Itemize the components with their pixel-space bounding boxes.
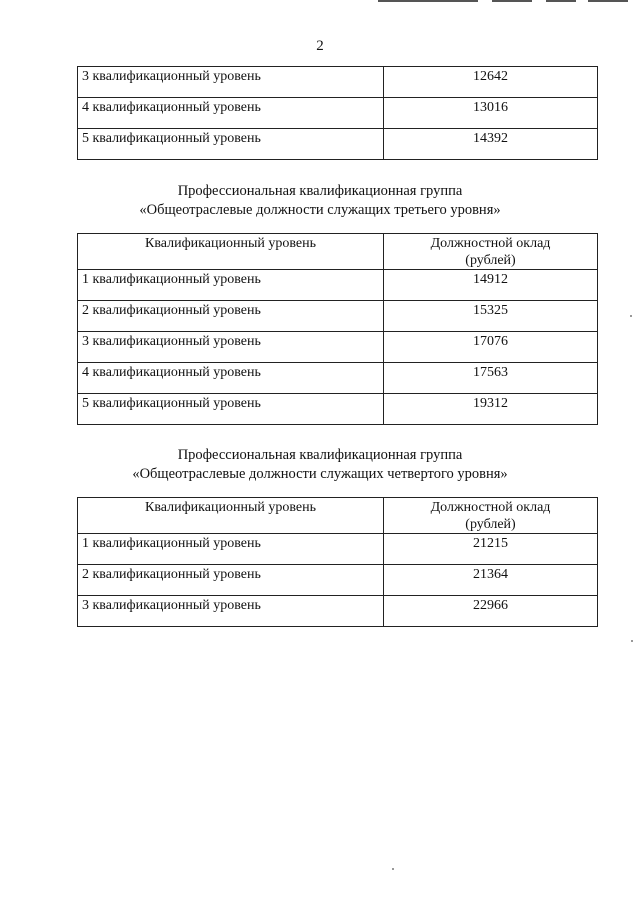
level-cell: 5 квалификационный уровень [78,394,384,425]
table-row [78,394,598,425]
salary-table-third-level [77,233,598,425]
level-cell: 1 квалификационный уровень [78,534,384,565]
level-cell: 4 квалификационный уровень [78,98,384,129]
table-row [78,565,598,596]
table-row [78,129,598,160]
scan-dot [631,640,633,642]
column-header-level: Квалификационный уровень [78,498,384,534]
salary-cell: 17076 [384,332,598,363]
salary-cell: 13016 [384,98,598,129]
salary-cell: 14912 [384,270,598,301]
table-header-row [78,498,598,534]
level-cell: 2 квалификационный уровень [78,565,384,596]
table-header-row [78,234,598,270]
salary-cell: 17563 [384,363,598,394]
table-row [78,301,598,332]
salary-cell: 19312 [384,394,598,425]
level-cell: 1 квалификационный уровень [78,270,384,301]
salary-cell: 15325 [384,301,598,332]
column-header-level: Квалификационный уровень [78,234,384,270]
salary-cell: 22966 [384,596,598,627]
scan-mark [588,0,628,2]
table-row [78,270,598,301]
salary-cell: 12642 [384,67,598,98]
table-row [78,363,598,394]
column-header-salary-line: Должностной оклад [430,500,551,515]
level-cell: 3 квалификационный уровень [78,332,384,363]
page-number: 2 [316,38,324,54]
scan-mark [546,0,576,2]
column-header-salary-unit: (рублей) [465,253,516,268]
level-cell: 2 квалификационный уровень [78,301,384,332]
table-row [78,534,598,565]
salary-cell: 21215 [384,534,598,565]
level-cell: 3 квалификационный уровень [78,596,384,627]
salary-table-fourth-level [77,497,598,627]
table-row [78,67,598,98]
group-title-line: Профессиональная квалификационная группа [177,447,463,463]
level-cell: 5 квалификационный уровень [78,129,384,160]
scan-dot [630,315,632,317]
level-cell: 3 квалификационный уровень [78,67,384,98]
column-header-salary-line: Должностной оклад [430,236,551,251]
group-title-line: «Общеотраслевые должности служащих третьего уровня» [139,202,501,218]
scan-dot [392,868,394,870]
scan-mark [378,0,478,2]
salary-table-continued [77,66,598,160]
group-title-line: Профессиональная квалификационная группа [177,183,463,199]
group-title-line: «Общеотраслевые должности служащих четвертого уровня» [132,466,508,482]
table-row [78,98,598,129]
table-row [78,596,598,627]
group-heading-fourth-level [0,446,640,484]
level-cell: 4 квалификационный уровень [78,363,384,394]
salary-cell: 21364 [384,565,598,596]
column-header-salary [384,234,598,270]
group-heading-third-level [0,182,640,220]
column-header-salary [384,498,598,534]
scan-mark [492,0,532,2]
salary-cell: 14392 [384,129,598,160]
column-header-salary-unit: (рублей) [465,517,516,532]
table-row [78,332,598,363]
